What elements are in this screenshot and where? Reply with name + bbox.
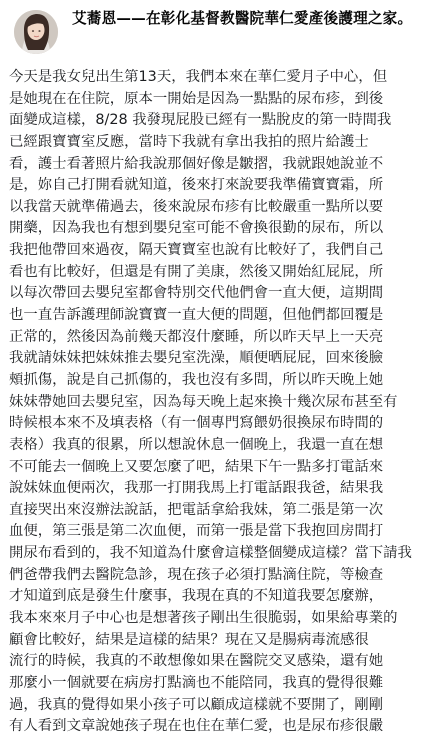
- post-body-line: 流行的時候，我真的不敢想像如果在醫院交叉感染，還有她: [9, 653, 384, 670]
- post-body-line: 正常的，然後因為前幾天都沒什麼睡，所以昨天早上一天亮: [9, 328, 384, 345]
- post-body-line: 是她現在在住院，原本一開始是因為一點點的尿布疹，到後: [9, 90, 384, 107]
- post-body-line: 表格）我真的很累，所以想說休息一個晚上，我還一直在想: [9, 436, 384, 453]
- post-body-line: 我本來來月子中心也是想著孩子剛出生很脆弱，如果給專業的: [9, 610, 398, 627]
- post-body-line: 開尿布看到的，我不知道為什麼會這樣整個變成這樣？當下請我: [9, 545, 412, 562]
- avatar[interactable]: [14, 10, 58, 54]
- post-body-line: 不可能去一個晚上又要怎麼了吧，結果下午一點多打電話來: [9, 458, 384, 475]
- post-body-line: 以我當天就準備過去，後來說尿布疹有比較嚴重一點所以要: [9, 198, 384, 215]
- post-body-line: 看，護士看著照片給我說那個好像是皺摺，我就跟她說並不: [9, 155, 384, 172]
- post-body-line: 我就請妹妹把妹妹推去嬰兒室洗澡，順便晒屁屁，回來後臉: [9, 350, 384, 367]
- post-body-line: 直接哭出來沒辦法說話，把電話拿給我妹，第二張是第一次: [9, 501, 384, 518]
- post-body-line: 我把他帶回來過夜，隔天寶寶室也說有比較好了，我們自己: [9, 242, 384, 259]
- post-body-line: 過，我真的覺得如果小孩子可以顧成這樣就不要開了，剛剛: [9, 696, 384, 713]
- post-body-line: 那麼小一個就要在病房打點滴也不能陪同，我真的覺得很難: [9, 674, 384, 691]
- post-body-line: 已經跟寶寶室反應，當時下我就有拿出我拍的照片給護士: [9, 133, 369, 150]
- post-header: [0, 0, 441, 62]
- post-body-text: [9, 67, 435, 738]
- post-body-line: 開藥，因為我也有想到嬰兒室可能不會換很勤的尿布，所以: [9, 220, 384, 237]
- post-body-line: 今天是我女兒出生第13天，我們本來在華仁愛月子中心，但: [9, 69, 388, 85]
- post-body-line: 是，妳自己打開看就知道，後來打來說要我準備寶寶霜，所: [9, 177, 384, 194]
- profile-photo-avatar-icon: [14, 10, 58, 54]
- post-body-line: 也一直告訴護理師說寶寶一直大便的問題，但他們都回覆是: [9, 307, 384, 324]
- post-body-line: 有人看到文章說她孩子現在也住在華仁愛，也是尿布疹很嚴: [9, 718, 384, 735]
- post-body-line: 說妹妹血便兩次，我那一打開我馬上打電話跟我爸，結果我: [9, 480, 384, 497]
- post-body-line: 時候根本來不及填表格（有一個專門寫餵奶很換尿布時間的: [9, 415, 384, 432]
- post-body-line: 以每次帶回去嬰兒室都會特別交代他們會一直大便，這期間: [9, 285, 384, 302]
- post-body-line: 面變成這樣，8/28 我發現屁股已經有一點脫皮的第一時間我: [9, 112, 392, 129]
- post-body-line: 顧會比較好，結果是這樣的結果？現在又是腸病毒流感很: [9, 631, 369, 648]
- post-body-line: 血便，第三張是第二次血便，而第一張是當下我抱回房間打: [9, 523, 384, 540]
- post-body-line: 們爸帶我們去醫院急診，現在孩子必須打點滴住院，等檢查: [9, 566, 384, 583]
- post-author-headline: [72, 8, 432, 29]
- post-body-line: 才知道到底是發生什麼事，我現在真的不知道我要怎麼辦，: [9, 588, 384, 605]
- post-location-headline: ——在彰化基督教醫院華仁愛產後護理之家。: [116, 10, 413, 27]
- post-body-line: 妹妹帶她回去嬰兒室，因為每天晚上起來換十幾次尿布甚至有: [9, 393, 398, 410]
- post-body-line: 看也有比較好，但還是有開了美康，然後又開始紅屁屁，所: [9, 263, 384, 280]
- author-name[interactable]: 艾蕎恩: [72, 10, 117, 27]
- post-body-line: 頰抓傷，說是自己抓傷的，我也沒有多問，所以昨天晚上她: [9, 371, 384, 388]
